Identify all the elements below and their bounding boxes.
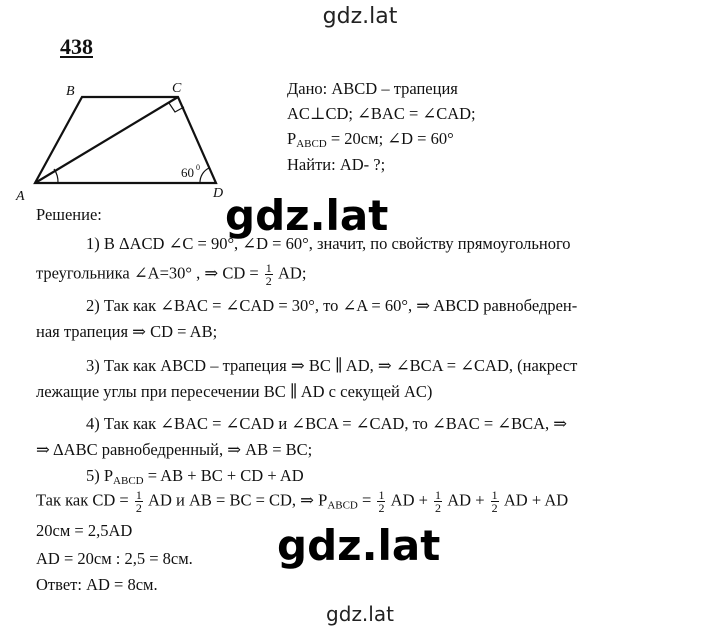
solution-step-1b bbox=[36, 262, 306, 287]
given-line-2: AC⊥CD; ∠BAC = ∠CAD; bbox=[287, 104, 476, 123]
vertex-label-d: D bbox=[213, 186, 224, 201]
solution-step-5 bbox=[86, 466, 304, 491]
step5-rest: = AB + BC + CD + AD bbox=[143, 466, 304, 485]
solution-step-1a: 1) В ΔACD ∠C = 90°, ∠D = 60°, значит, по свойству прямоугольного bbox=[86, 234, 571, 253]
solution-step-3a: 3) Так как ABCD – трапеция ⇒ BC ∥ AD, ⇒ ∠BCA = ∠CAD, (накрест bbox=[86, 356, 578, 375]
solution-answer: Ответ: AD = 8см. bbox=[36, 575, 158, 594]
step5-p: 5) P bbox=[86, 466, 114, 485]
given-perimeter-p: P bbox=[287, 129, 297, 148]
fraction-one-half: $\frac{1}{2}$ bbox=[378, 488, 385, 515]
given-line-4: Найти: AD- ?; bbox=[287, 155, 386, 174]
step6-c: = bbox=[357, 490, 376, 510]
watermark-middle: gdz.lat bbox=[225, 191, 389, 240]
solution-step-3b: лежащие углы при пересечении BC ∥ AD с секущей AC) bbox=[36, 382, 433, 401]
fraction-one-half: $\frac{1}{2}$ bbox=[435, 488, 442, 515]
step5-sub: ABCD bbox=[113, 475, 144, 487]
given-perimeter-sub: ABCD bbox=[296, 138, 327, 150]
step6-d: AD + bbox=[387, 490, 433, 510]
solution-step-4a: 4) Так как ∠BAC = ∠CAD и ∠BCA = ∠CAD, то ∠BAC = ∠BCA, ⇒ bbox=[86, 414, 568, 433]
step6-e: AD + bbox=[444, 490, 489, 510]
step1-text: треугольника ∠A=30° , ⇒ CD = bbox=[36, 263, 263, 283]
watermark-middle-2: gdz.lat bbox=[277, 521, 441, 570]
angle-degree-mark: 0 bbox=[196, 163, 200, 172]
problem-number: 438 bbox=[60, 34, 93, 59]
solution-step-2a: 2) Так как ∠BAC = ∠CAD = 30°, то ∠A = 60°, ⇒ ABCD равнобедрен- bbox=[86, 296, 578, 315]
solution-step-7: 20см = 2,5AD bbox=[36, 521, 133, 540]
fraction-one-half: $\frac{1}{2}$ bbox=[265, 261, 272, 288]
solution-step-6 bbox=[36, 489, 568, 515]
solution-step-4b: ⇒ ΔABC равнобедренный, ⇒ AB = BC; bbox=[36, 440, 313, 459]
given-line-3 bbox=[287, 129, 454, 154]
vertex-label-c: C bbox=[172, 81, 182, 96]
given-perimeter-rest: = 20см; ∠D = 60° bbox=[326, 129, 454, 148]
angle-arc-d bbox=[200, 168, 209, 183]
step1-text-end: AD; bbox=[274, 263, 307, 283]
vertex-label-a: A bbox=[16, 189, 25, 204]
watermark-bottom: gdz.lat bbox=[326, 602, 394, 626]
diagonal-ac bbox=[35, 97, 178, 183]
solution-step-2b: ная трапеция ⇒ CD = AB; bbox=[36, 322, 218, 341]
angle-label-d: 60 bbox=[181, 165, 194, 180]
watermark-top: gdz.lat bbox=[322, 4, 398, 29]
fraction-one-half: $\frac{1}{2}$ bbox=[135, 488, 142, 515]
step6-sub: ABCD bbox=[327, 499, 358, 512]
step6-f: AD + AD bbox=[500, 490, 569, 510]
step6-a: Так как CD = bbox=[36, 490, 133, 510]
solution-heading: Решение: bbox=[36, 205, 102, 224]
given-line-1: Дано: ABCD – трапеция bbox=[287, 79, 458, 98]
step6-b: AD и AB = BC = CD, ⇒ P bbox=[144, 490, 328, 510]
fraction-one-half: $\frac{1}{2}$ bbox=[491, 488, 498, 515]
solution-step-8: AD = 20см : 2,5 = 8см. bbox=[36, 549, 193, 568]
vertex-label-b: B bbox=[66, 84, 75, 99]
